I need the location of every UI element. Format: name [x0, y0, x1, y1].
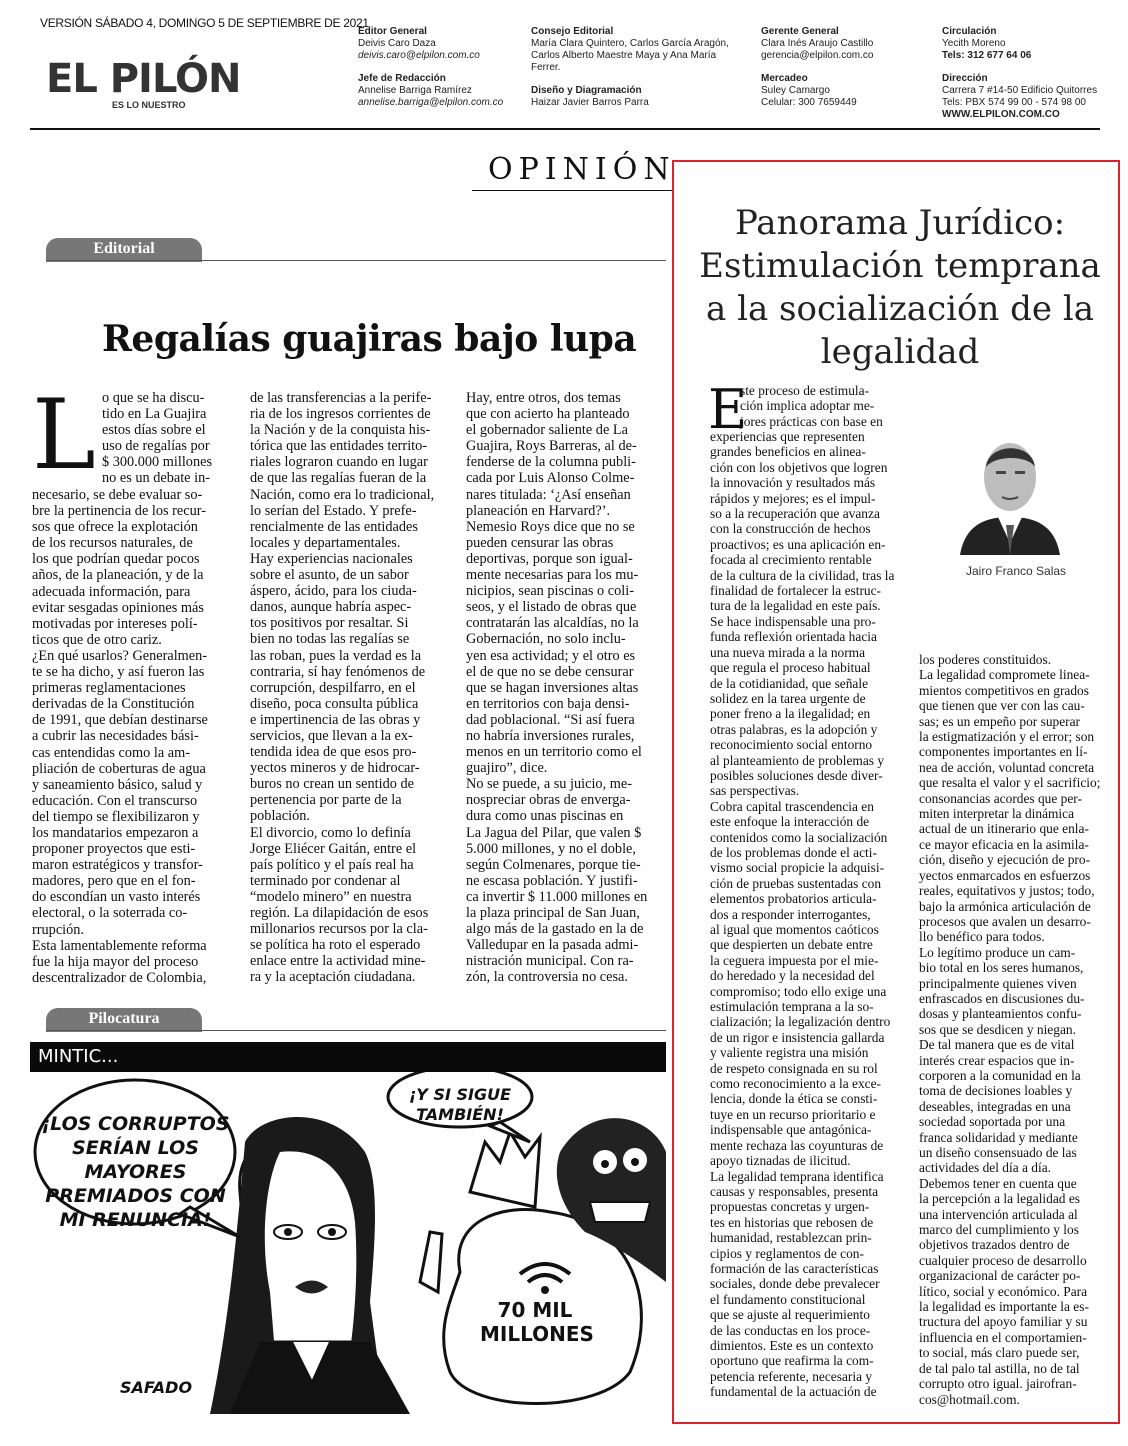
- cartoon-rule: [46, 1030, 666, 1031]
- editorial-rule: [46, 260, 666, 261]
- editorial-column-3: Hay, entre otros, dos temas que con acierto ha planteado el gobernador saliente de La Guajira, Roys Barreras, al de- fenderse de la columna publi- cada por Luis Alonso Colme- nares titulada: ‘¿Así enseñan planeación en Harvard?’. Nemesio Roys dice que no se pueden censurar las obras deportivas, porque son igual- mente necesarias para los mu- nicipios, sean piscinas o coli- seos, y el listado de obras que contratarán las alcaldías, no la Gobernación, no solo inclu- yen esa actividad; y el otro es el de que no se debe censurar que se hagan inversiones altas en territorios con baja densi- dad poblacional. “Si así fuera no habría inversiones rurales, menos en un territorio como el guajiro”, dice. No se puede, a su juicio, me- nospreciar obras de enverga- dura como unas piscinas en La Jagua del Pilar, que valen $ 5.000 millones, y no el doble, según Colmenares, porque tie- ne escasa población. Y justifi- ca invertir $ 11.000 millones en la plaza principal de San Juan, algo más de la gastado en la de Valledupar en la pasada admi- nistración municipal. Con ra- zón, la controversia no cesa.: [466, 390, 648, 986]
- cartoon-bubble-right: ¡Y SI SIGUE TAMBIÉN!: [408, 1085, 512, 1124]
- section-title: OPINIÓN: [488, 152, 676, 187]
- article-column-1: experiencias que representen grandes beneficios en alinea- ción con los objetivos que logren la innovación y resultados más rápidos y mejores; es el impul- so a la recuperación que avanza con la construcción de hechos proactivos; es una aplicación en- focada al crecimiento rentable de la cultura de la civilidad, tras la finalidad de fortalecer la estruc- tura de la legalidad en este país. Se hace indispensable una pro- funda reflexión orientada hacia una nueva mirada a la norma que regula el proceso habitual de la cotidianidad, que señale solidez en la tarea urgente de poner freno a la ilegalidad; en otras palabras, es la adopción y reconocimiento social entorno al planteamiento de problemas y posibles soluciones desde diver- sas perspectivas. Cobra capital trascendencia en este enfoque la interacción de contenidos como la socialización de los problemas donde el acti- vismo social propicie la adquisi- ción de pruebas sustentadas con elementos probatorios articula- dos a responder interrogantes, al igual que momentos caóticos que despierten un debate entre la ceguera impuesta por el mie- do heredado y la necesidad del compromiso; todo ello exige una estimulación temprana a la so- cialización; la legalización dentro de un rigor e insistencia gallarda y valiente registra una misión de respeto consignada en su rol como reconocimiento a la exce- lencia, donde la ética se consti- tuye en un recurso prioritario e indispensable que antagónica- mente rechaza las coyunturas de apoyo tiznadas de ilicitud. La legalidad temprana identifica causas y responsables, presenta propuestas concretas y urgen- tes en historias que rebosen de humanidad, restablezcan prin- cipios y reglamentos de con- formación de las características sociales, donde debe prevalecer el fundamento constitucional que se ajuste al requerimiento de las conductas en los proce- dimientos. Este es un contexto oportuno que reafirma la com- petencia referente, necesaria y fundamental de la actuación de: [710, 429, 895, 1400]
- masthead-marketing: Mercadeo Suley Camargo Celular: 300 7659449: [761, 73, 857, 108]
- masthead-design: Diseño y Diagramación Haizar Javier Barros Parra: [531, 85, 649, 108]
- cartoon-signature: SAFADO: [120, 1378, 193, 1397]
- editorial-column-2: de las transferencias a la perife- ria de los ingresos corrientes de la Nación y de la conquista his- tórica que las entidades territo- riales lograron cuando en lugar de que las regalías fueran de la Nación, como era lo tradicional, lo serían del Estado. Y prefe- rencialmente de las entidades locales y departamentales. Hay experiencias nacionales sobre el asunto, de un sabor áspero, ácido, para los ciuda- danos, aunque habría aspec- tos positivos por resaltar. Si bien no todas las regalías se las roban, pues la verdad es la contraria, sí hay fenómenos de corrupción, despilfarro, en el diseño, poca consulta pública e impertinencia de las obras y servicios, que llevan a la ex- tendida idea de que esos pro- yectos mineros y de hidrocar- buros no crean un sentido de pertenencia por parte de la población. El divorcio, como lo definía Jorge Eliécer Gaitán, entre el país político y el país real ha terminado por condenar al “modelo minero” en nuestra región. La dilapidación de esos millonarios recursos por la cla- se política ha roto el esperado enlace entre la actividad mine- ra y la aceptación ciudadana.: [250, 390, 435, 986]
- cartoon-bubble-left: ¡LOS CORRUPTOS SERÍAN LOS MAYORES PREMIADOS CON MI RENUNCIA!: [41, 1113, 230, 1231]
- newspaper-logo: EL PILÓN: [46, 56, 241, 102]
- cartoon-bag-text: 70 MIL MILLONES: [480, 1298, 594, 1346]
- masthead-editor: Editor General Deivis Caro Daza deivis.caro@elpilon.com.co: [358, 26, 480, 61]
- masthead-address: Dirección Carrera 7 #14-50 Edificio Quitorres Tels: PBX 574 99 00 - 574 98 00 WWW.ELPILON.COM.CO: [942, 73, 1098, 120]
- editorial-column-1: necesario, se debe evaluar so- bre la pertinencia de los recur- sos que ofrece la explotación de los recursos naturales, de los que podrían quedar pocos años, de la planeación, y de la adecuada información, para evitar sesgadas opiniones más motivadas por intereses polí- ticos que de otro cariz. ¿En qué usarlos? Generalmen- te se ha dicho, y así fueron las primeras reglamentaciones derivadas de la Constitución de 1991, que debían destinarse a cubrir las necesidades bási- cas entendidas como la am- pliación de coberturas de agua y saneamiento básico, salud y educación. Con el transcurso del tiempo se flexibilizaron y los mandatarios empezaron a proponer proyectos que esti- maron estratégicos y transfor- madores, pero que en el fon- do escondían un vasto interés electoral, o la soterrada co- rrupción. Esta lamentablemente reforma fue la hija mayor del proceso descentralizador de Colombia,: [32, 487, 208, 986]
- editorial-tab: Editorial: [46, 238, 202, 262]
- masthead-circulation: Circulación Yecith Moreno Tels: 312 677 64 06: [942, 26, 1032, 61]
- author-name: Jairo Franco Salas: [966, 564, 1067, 578]
- section-rule: [472, 190, 672, 191]
- author-portrait: [960, 425, 1060, 555]
- masthead-council: Consejo Editorial María Clara Quintero, Carlos García Aragón, Carlos Alberto Maestre Maya y Ana María Ferrer.: [531, 26, 729, 73]
- article-dropcap: E: [708, 378, 748, 441]
- cartoon-tab: Pilocatura: [46, 1008, 202, 1032]
- editorial-intro: o que se ha discu- tido en La Guajira estos días sobre el uso de regalías por $ 300.000 millones no es un debate in-: [102, 390, 213, 487]
- masthead-manager: Gerente General Clara Inés Araujo Castillo gerencia@elpilon.com.co: [761, 26, 874, 61]
- editorial-headline: Regalías guajiras bajo lupa: [102, 318, 637, 360]
- article-column-2: los poderes constituidos. La legalidad compromete linea- mientos competitivos en grados que tienen que ver con las cau- sas; es un empeño por superar la estigmatización y el error; son componentes importantes en lí- nea de acción, voluntad concreta que resalta el valor y el sacrificio; consonancias acordes que per- miten interpretar la dinámica actual de un itinerario que enla- ce mayor eficacia en la asimila- ción, diseño y ejecución de pro- yectos enmarcados en esfuerzos reales, equitativos y justos; todo, bajo la armónica articulación de procesos que avalen un desarro- llo benéfico para todos. Lo legítimo produce un cam- bio total en los seres humanos, principalmente quienes viven enfrascados en discusiones du- dosas y planteamientos confu- sos que se desdicen y niegan. De tal manera que es de vital interés crear espacios que in- corporen a la comunidad en la toma de decisiones loables y deseables, integradas en una sociedad soportada por una franca solidaridad y mediante un diseño consensuado de las actividades del día a día. Debemos tener en cuenta que la percepción a la legalidad es una intervención articulada al marco del cumplimiento y los objetivos trazados dentro de cualquier proceso de desarrollo organizacional de carácter po- lítico, social y económico. Para la legalidad es importante la es- tructura del apoyo familiar y su influencia en el comportamien- to social, más claro puede ser, de tal palo tal astilla, no de tal corrupto otro igual. jairofran- cos@hotmail.com.: [919, 652, 1101, 1407]
- author-photo: [960, 425, 1060, 555]
- edition-date: VERSIÓN SÁBADO 4, DOMINGO 5 DE SEPTIEMBRE DE 2021: [40, 16, 369, 30]
- masthead-rule: [30, 128, 1100, 130]
- editorial-dropcap: L: [32, 379, 96, 491]
- masthead-chief: Jefe de Redacción Annelise Barriga Ramírez annelise.barriga@elpilon.com.co: [358, 73, 504, 108]
- article-intro: ste proceso de estimula- ción implica adoptar me- jores prácticas con base en: [740, 383, 883, 429]
- article-headline: Panorama Jurídico: Estimulación temprana a la socialización de la legalidad: [699, 203, 1101, 372]
- logo-tagline: ES LO NUESTRO: [112, 100, 186, 110]
- cartoon-title-bar: MINTIC...: [30, 1042, 666, 1072]
